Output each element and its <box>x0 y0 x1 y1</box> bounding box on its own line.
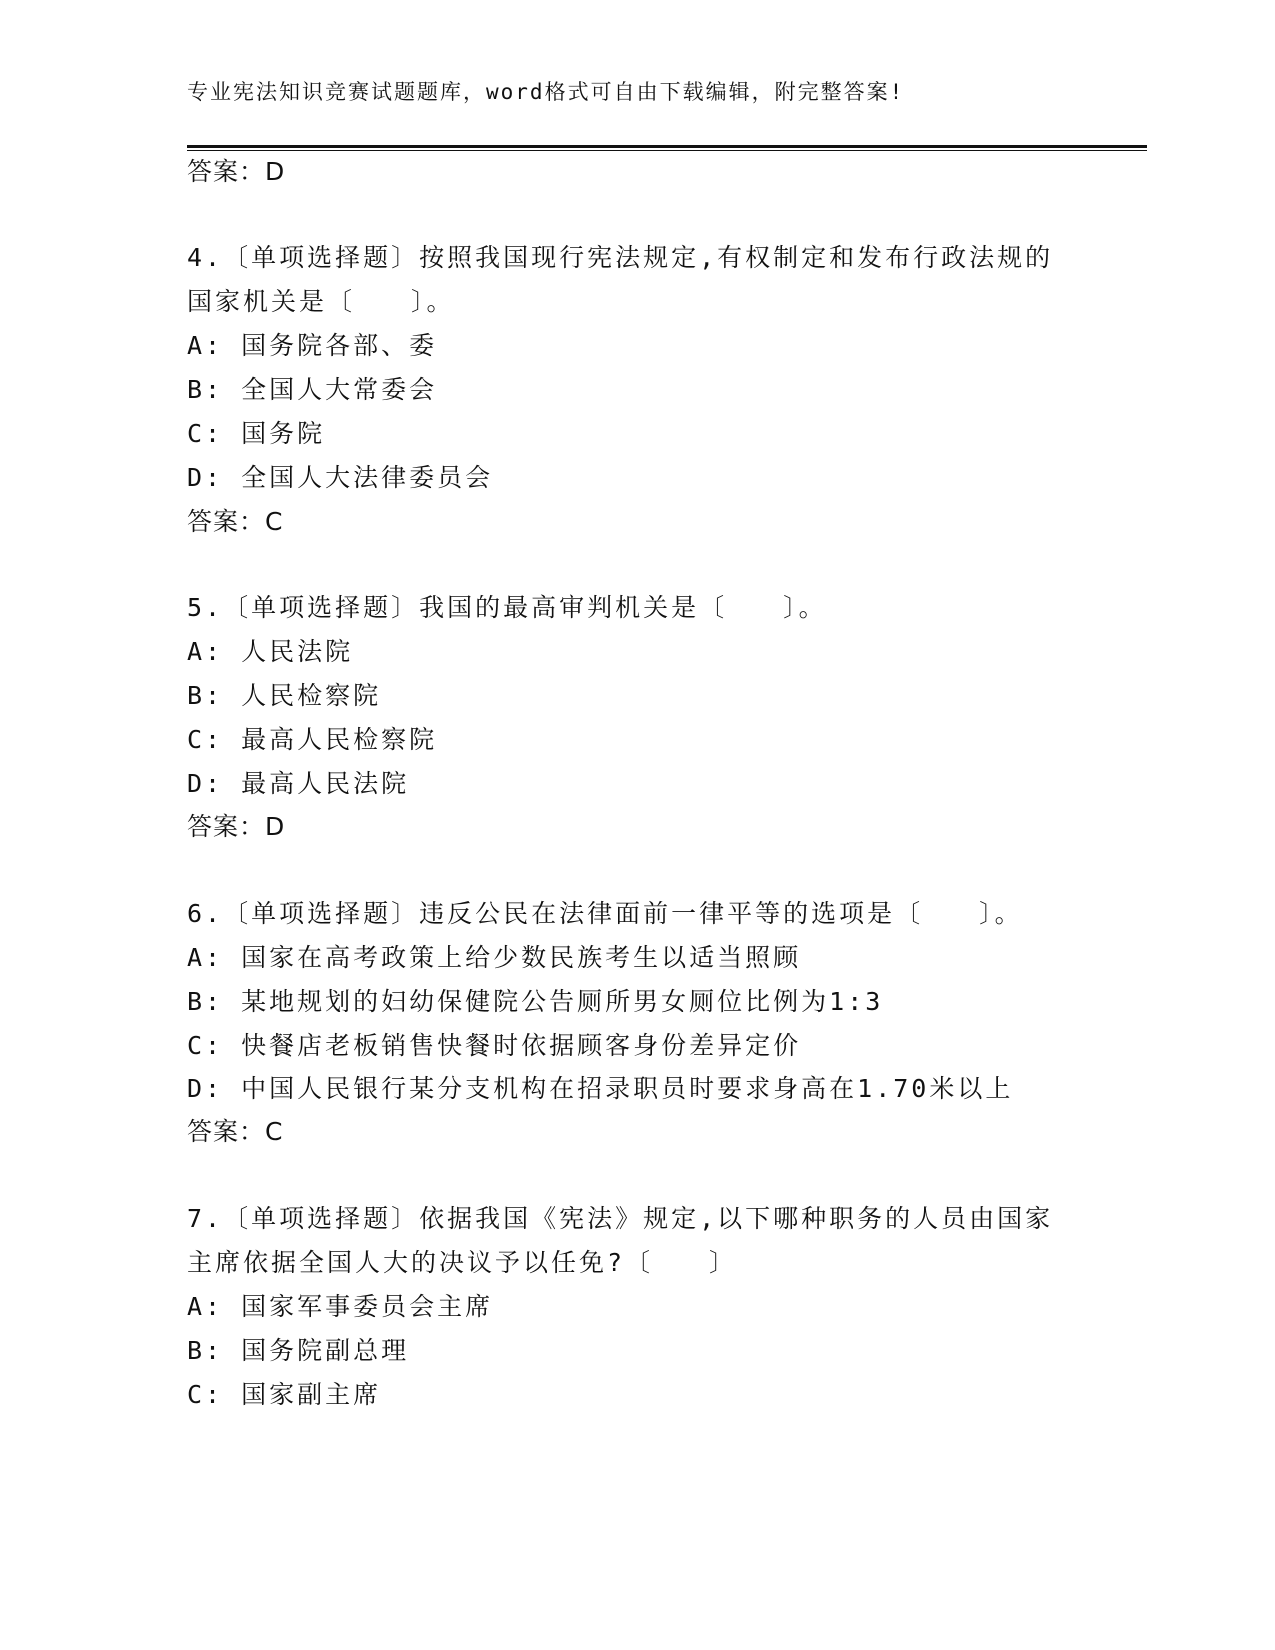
answer-line: 答案：D <box>187 157 286 186</box>
option-b: B: 国务院副总理 <box>187 1336 410 1365</box>
option-c: C: 国家副主席 <box>187 1380 382 1409</box>
question-stem: 5.〔单项选择题〕我国的最高审判机关是〔 〕。 <box>187 593 827 622</box>
question-stem: 7.〔单项选择题〕依据我国《宪法》规定,以下哪种职务的人员由国家 <box>187 1204 1054 1233</box>
option-b: B: 某地规划的妇幼保健院公告厕所男女厕位比例为1:3 <box>187 987 884 1016</box>
option-b: B: 全国人大常委会 <box>187 375 438 404</box>
page-header: 专业宪法知识竞赛试题题库，word格式可自由下载编辑，附完整答案! <box>187 80 905 104</box>
option-d: D: 最高人民法院 <box>187 769 410 798</box>
option-a: A: 人民法院 <box>187 637 354 666</box>
question-stem: 4.〔单项选择题〕按照我国现行宪法规定,有权制定和发布行政法规的 <box>187 243 1054 272</box>
option-d: D: 全国人大法律委员会 <box>187 463 494 492</box>
question-stem: 主席依据全国人大的决议予以任免?〔 〕 <box>187 1248 738 1277</box>
answer-line: 答案：C <box>187 507 284 536</box>
option-b: B: 人民检察院 <box>187 681 382 710</box>
answer-line: 答案：C <box>187 1117 284 1146</box>
answer-line: 答案：D <box>187 812 286 841</box>
option-c: C: 最高人民检察院 <box>187 725 438 754</box>
option-d: D: 中国人民银行某分支机构在招录职员时要求身高在1.70米以上 <box>187 1074 1014 1103</box>
option-a: A: 国家在高考政策上给少数民族考生以适当照顾 <box>187 943 802 972</box>
header-rule-thick <box>187 145 1147 148</box>
question-stem: 国家机关是〔 〕。 <box>187 287 455 316</box>
question-stem: 6.〔单项选择题〕违反公民在法律面前一律平等的选项是〔 〕。 <box>187 899 1023 928</box>
header-rule-thin <box>187 150 1147 151</box>
option-a: A: 国家军事委员会主席 <box>187 1292 494 1321</box>
option-c: C: 快餐店老板销售快餐时依据顾客身份差异定价 <box>187 1031 802 1060</box>
option-c: C: 国务院 <box>187 419 326 448</box>
option-a: A: 国务院各部、委 <box>187 331 438 360</box>
